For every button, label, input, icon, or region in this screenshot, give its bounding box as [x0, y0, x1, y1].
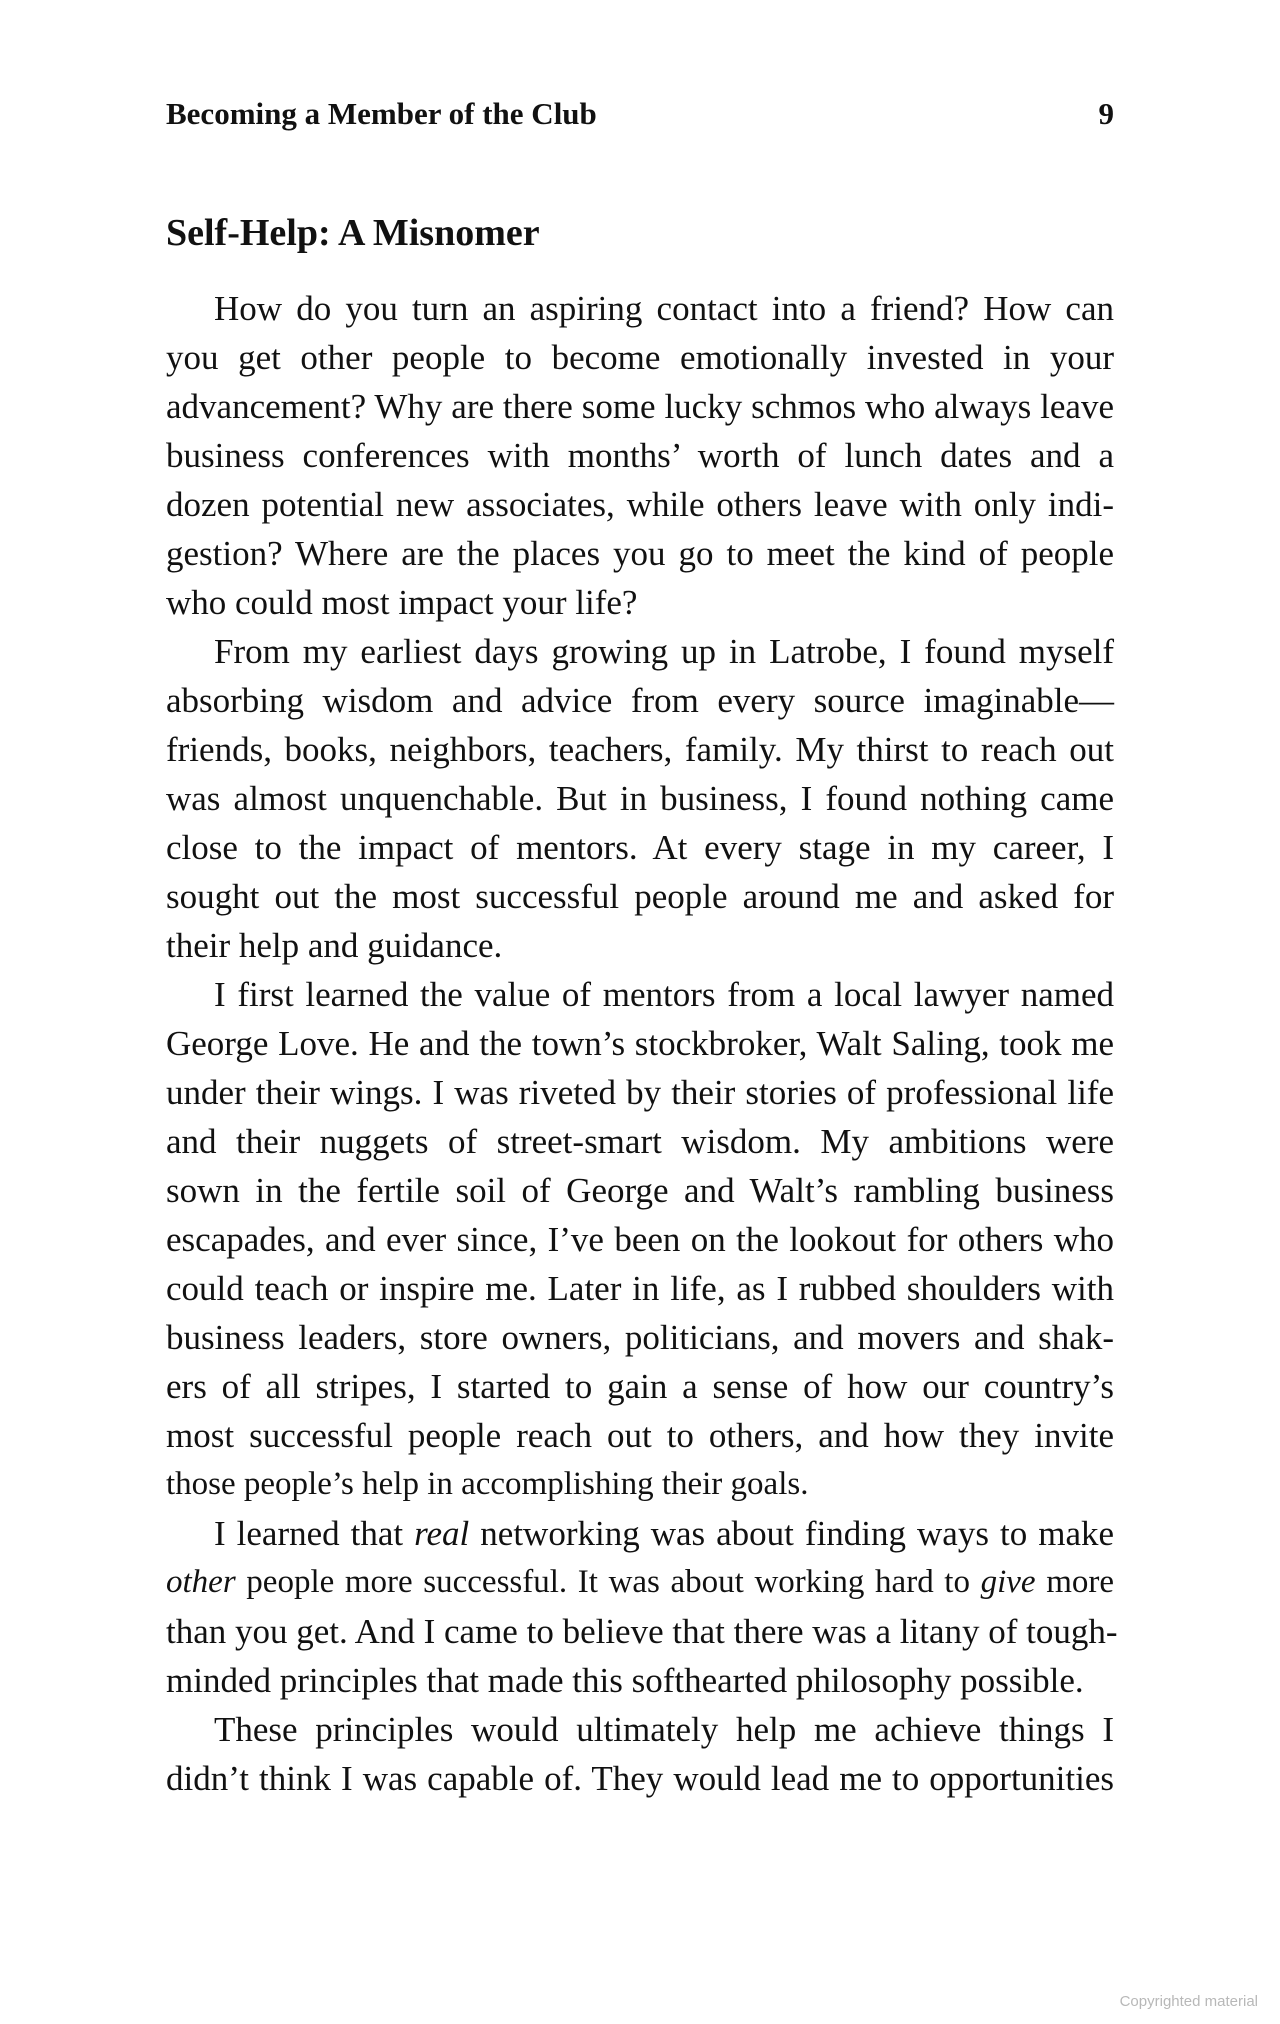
text-line: I first learned the value of mentors from a local lawyer named	[214, 975, 1114, 1014]
text-line: minded principles that made this softhearted philosophy possible.	[166, 1661, 1084, 1700]
text-line: sought out the most successful people around me and asked for	[166, 877, 1114, 916]
text-line: didn’t think I was capable of. They would lead me to opportunities	[166, 1759, 1114, 1798]
text-run: more	[1035, 1564, 1115, 1600]
text-run: networking was about finding ways to make	[469, 1514, 1115, 1553]
text-line: was almost unquenchable. But in business, I found nothing came	[166, 779, 1114, 818]
section-heading: Self-Help: A Misnomer	[166, 212, 540, 254]
text-line: than you get. And I came to believe that there was a litany of tough-	[166, 1612, 1118, 1651]
italic-emphasis: real	[414, 1514, 470, 1553]
text-run: people more successful. It was about working hard to	[235, 1564, 981, 1600]
text-line: How do you turn an aspiring contact into a friend? How can	[214, 289, 1114, 328]
text-line	[166, 1509, 1114, 1558]
text-line: under their wings. I was riveted by their stories of professional life	[166, 1073, 1114, 1112]
running-head	[166, 94, 1114, 134]
text-line: friends, books, neighbors, teachers, family. My thirst to reach out	[166, 730, 1114, 769]
text-line: From my earliest days growing up in Latrobe, I found myself	[214, 632, 1114, 671]
text-line: George Love. He and the town’s stockbroker, Walt Saling, took me	[166, 1024, 1114, 1063]
text-line: These principles would ultimately help me achieve things I	[214, 1710, 1114, 1749]
text-line	[166, 1558, 1114, 1607]
text-line: most successful people reach out to others, and how they invite	[166, 1416, 1114, 1455]
text-line: gestion? Where are the places you go to meet the kind of people	[166, 534, 1114, 573]
text-line: close to the impact of mentors. At every stage in my career, I	[166, 828, 1114, 867]
italic-emphasis: other	[166, 1564, 236, 1600]
text-line: advancement? Why are there some lucky schmos who always leave	[166, 387, 1114, 426]
body-text	[166, 284, 1118, 1803]
running-head-title: Becoming a Member of the Club	[166, 96, 597, 131]
copyright-watermark: Copyrighted material	[1119, 1993, 1258, 2010]
text-run: I learned that	[214, 1514, 415, 1553]
text-line: those people’s help in accomplishing their goals.	[166, 1466, 809, 1502]
text-line: who could most impact your life?	[166, 583, 638, 622]
text-line: could teach or inspire me. Later in life, as I rubbed shoulders with	[166, 1269, 1114, 1308]
text-line: dozen potential new associates, while others leave with only indi-	[166, 485, 1114, 524]
text-line: business leaders, store owners, politicians, and movers and shak-	[166, 1318, 1114, 1357]
text-line: you get other people to become emotionally invested in your	[166, 338, 1114, 377]
text-line: and their nuggets of street-smart wisdom. My ambitions were	[166, 1122, 1114, 1161]
italic-emphasis: give	[980, 1564, 1036, 1600]
text-line: business conferences with months’ worth of lunch dates and a	[166, 436, 1114, 475]
text-line: their help and guidance.	[166, 926, 503, 965]
page-number: 9	[1098, 96, 1114, 131]
text-line: ers of all stripes, I started to gain a sense of how our country’s	[166, 1367, 1114, 1406]
text-line: escapades, and ever since, I’ve been on the lookout for others who	[166, 1220, 1114, 1259]
text-line: sown in the fertile soil of George and Walt’s rambling business	[166, 1171, 1114, 1210]
text-line: absorbing wisdom and advice from every source imaginable—	[166, 681, 1114, 720]
